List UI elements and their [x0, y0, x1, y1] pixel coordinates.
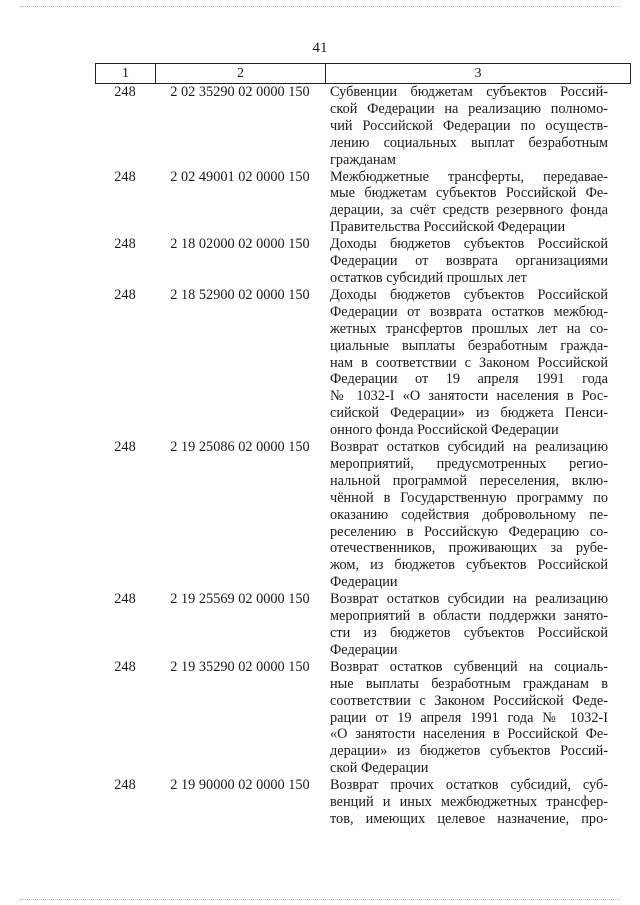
table-row — [95, 439, 631, 591]
description-line: ные выплаты безработным гражданам в — [330, 675, 608, 692]
description-line: рации от 19 апреля 1991 года № 1032-I — [330, 709, 608, 726]
description-line: жом, из бюджетов субъектов Российской — [330, 557, 608, 574]
description-line: жетных трансфертов прошлых лет на со- — [330, 320, 608, 337]
table-row — [95, 84, 631, 169]
admin-code-cell: 248 — [114, 439, 136, 456]
description-line: дерации, за счёт средств резервного фонда — [330, 202, 608, 219]
description-line: чённой в Государственную программу по — [330, 489, 608, 506]
revenue-code-cell: 2 18 52900 02 0000 150 — [170, 286, 310, 303]
header-col-3: 3 — [474, 66, 482, 81]
header-col-1: 1 — [96, 64, 156, 83]
description-line: № 1032-I «О занятости населения в Рос- — [330, 388, 608, 405]
description-line: Федерации от возврата организациями — [330, 253, 608, 270]
description-line: нальной программой переселения, вклю- — [330, 472, 608, 489]
header-col-2: 2 — [156, 64, 326, 83]
description-line: сти из бюджетов субъектов Российской — [330, 625, 608, 641]
description-line: чий Российской Федерации по осуществ- — [330, 117, 608, 134]
description-line: дерации» из бюджетов субъектов Россий- — [330, 743, 608, 760]
description-line: нам в соответствии с Законом Российской — [330, 354, 608, 371]
description-line: Возврат остатков субсидии на реализацию — [330, 591, 608, 608]
description-line: Возврат остатков субвенций на социаль- — [330, 658, 608, 675]
scan-edge-bottom — [20, 899, 620, 901]
description-line: мые бюджетам субъектов Российской Фе- — [330, 185, 608, 202]
description-cell — [330, 659, 608, 777]
description-cell — [330, 236, 608, 287]
revenue-code-cell: 2 02 35290 02 0000 150 — [170, 84, 310, 100]
description-line: Федерации — [330, 641, 398, 658]
description-line: остатков субсидий прошлых лет — [330, 269, 527, 286]
table-row — [95, 777, 631, 828]
admin-code-cell: 248 — [114, 168, 136, 185]
revenue-code-cell: 2 02 49001 02 0000 150 — [170, 168, 310, 185]
admin-code-cell: 248 — [114, 591, 136, 608]
description-line: Федерации от 19 апреля 1991 года — [330, 371, 608, 388]
description-line: Доходы бюджетов субъектов Российской — [330, 236, 608, 253]
description-cell — [330, 169, 608, 237]
description-cell — [330, 84, 608, 169]
table-row — [95, 591, 631, 659]
description-line: гражданам — [330, 151, 396, 168]
page-number: 41 — [312, 40, 328, 56]
admin-code-cell: 248 — [114, 236, 136, 253]
admin-code-cell: 248 — [114, 658, 136, 675]
description-cell — [330, 591, 608, 659]
table-row — [95, 287, 631, 439]
description-cell — [330, 439, 608, 591]
description-line: оказанию содействия добровольному пе- — [330, 506, 608, 523]
description-line: реселению в Российскую Федерацию со- — [330, 523, 608, 540]
description-line: ской Федерации — [330, 760, 429, 777]
description-line: венций и иных межбюджетных трансфер- — [330, 794, 608, 811]
description-line: Правительства Российской Федерации — [330, 219, 566, 236]
table-row — [95, 659, 631, 777]
description-line: отечественников, проживающих за рубе- — [330, 540, 608, 557]
description-line: соответствии с Законом Российской Феде- — [330, 692, 608, 709]
revenue-code-cell: 2 18 02000 02 0000 150 — [170, 236, 310, 253]
description-line: лению социальных выплат безработным — [330, 134, 608, 151]
description-line: «О занятости населения в Российской Фе- — [330, 726, 608, 743]
description-line: Доходы бюджетов субъектов Российской — [330, 286, 608, 303]
description-line: циальные выплаты безработным гражда- — [330, 337, 608, 354]
description-cell — [330, 287, 608, 439]
description-line: онного фонда Российской Федерации — [330, 422, 559, 439]
description-line: сийской Федерации» из бюджета Пенси- — [330, 405, 608, 422]
description-line: Возврат остатков субсидий на реализацию — [330, 439, 608, 456]
admin-code-cell: 248 — [114, 777, 136, 794]
description-line: Возврат прочих остатков субсидий, суб- — [330, 777, 608, 794]
description-line: Межбюджетные трансферты, передавае- — [330, 168, 608, 185]
description-line: тов, имеющих целевое назначение, про- — [330, 810, 608, 827]
table-body — [95, 84, 631, 828]
admin-code-cell: 248 — [114, 84, 136, 100]
description-line: ской Федерации на реализацию полномо- — [330, 100, 608, 117]
table-row — [95, 236, 631, 287]
admin-code-cell: 248 — [114, 286, 136, 303]
description-cell — [330, 777, 608, 828]
revenue-code-cell: 2 19 25569 02 0000 150 — [170, 591, 310, 608]
revenue-code-cell: 2 19 90000 02 0000 150 — [170, 777, 310, 794]
description-line: мероприятий, предусмотренных регио- — [330, 455, 608, 472]
scan-edge-top — [20, 6, 620, 8]
description-line: Субвенции бюджетам субъектов Россий- — [330, 84, 608, 100]
table-header — [95, 63, 631, 84]
description-line: Федерации — [330, 574, 398, 591]
revenue-code-cell: 2 19 35290 02 0000 150 — [170, 658, 310, 675]
description-line: мероприятий в области поддержки занято- — [330, 608, 608, 625]
revenue-code-cell: 2 19 25086 02 0000 150 — [170, 439, 310, 456]
description-line: Федерации от возврата остатков межбюд- — [330, 303, 608, 320]
table-row — [95, 169, 631, 237]
